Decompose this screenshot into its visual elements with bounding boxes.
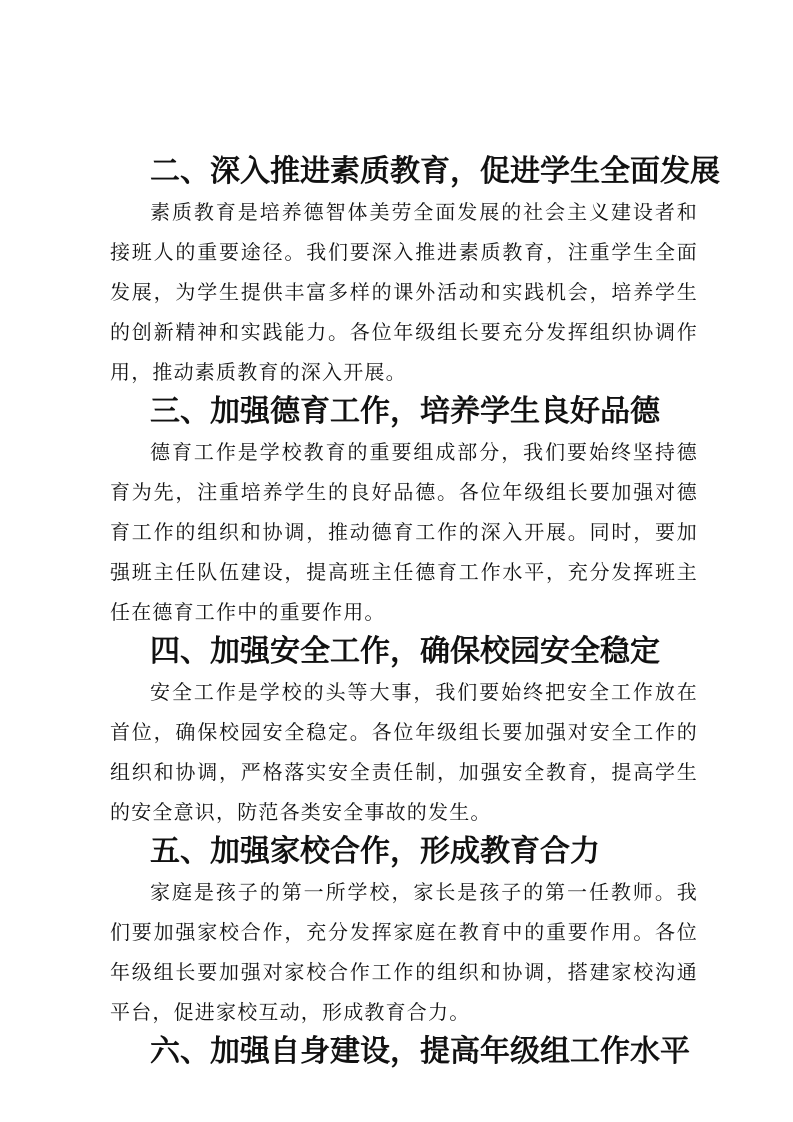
section-heading-2: 二、深入推进素质教育，促进学生全面发展 bbox=[150, 154, 720, 189]
section-paragraph-4: 安全工作是学校的头等大事，我们要始终把安全工作放在首位，确保校园安全稳定。各位年级组长要加强对安全工作的组织和协调，严格落实安全责任制，加强安全教育，提高学生的安全意识，防范各类安全事故的发生。 bbox=[110, 680, 698, 824]
document-body bbox=[110, 152, 720, 1072]
section-heading-6: 六、加强自身建设，提高年级组工作水平 bbox=[150, 1034, 690, 1069]
section-paragraph-5: 家庭是孩子的第一所学校，家长是孩子的第一任教师。我们要加强家校合作，充分发挥家庭在教育中的重要作用。各位年级组长要加强对家校合作工作的组织和协调，搭建家校沟通平台，促进家校互动，形成教育合力。 bbox=[110, 880, 698, 1024]
section-heading-5: 五、加强家校合作，形成教育合力 bbox=[150, 834, 600, 869]
section-paragraph-2: 素质教育是培养德智体美劳全面发展的社会主义建设者和接班人的重要途径。我们要深入推进素质教育，注重学生全面发展，为学生提供丰富多样的课外活动和实践机会，培养学生的创新精神和实践能力。各位年级组长要充分发挥组织协调作用，推动素质教育的深入开展。 bbox=[110, 200, 698, 384]
section-heading-3: 三、加强德育工作，培养学生良好品德 bbox=[150, 394, 660, 429]
section-heading-4: 四、加强安全工作，确保校园安全稳定 bbox=[150, 634, 660, 669]
section-paragraph-3: 德育工作是学校教育的重要组成部分，我们要始终坚持德育为先，注重培养学生的良好品德。各位年级组长要加强对德育工作的组织和协调，推动德育工作的深入开展。同时，要加强班主任队伍建设，提高班主任德育工作水平，充分发挥班主任在德育工作中的重要作用。 bbox=[110, 440, 698, 624]
